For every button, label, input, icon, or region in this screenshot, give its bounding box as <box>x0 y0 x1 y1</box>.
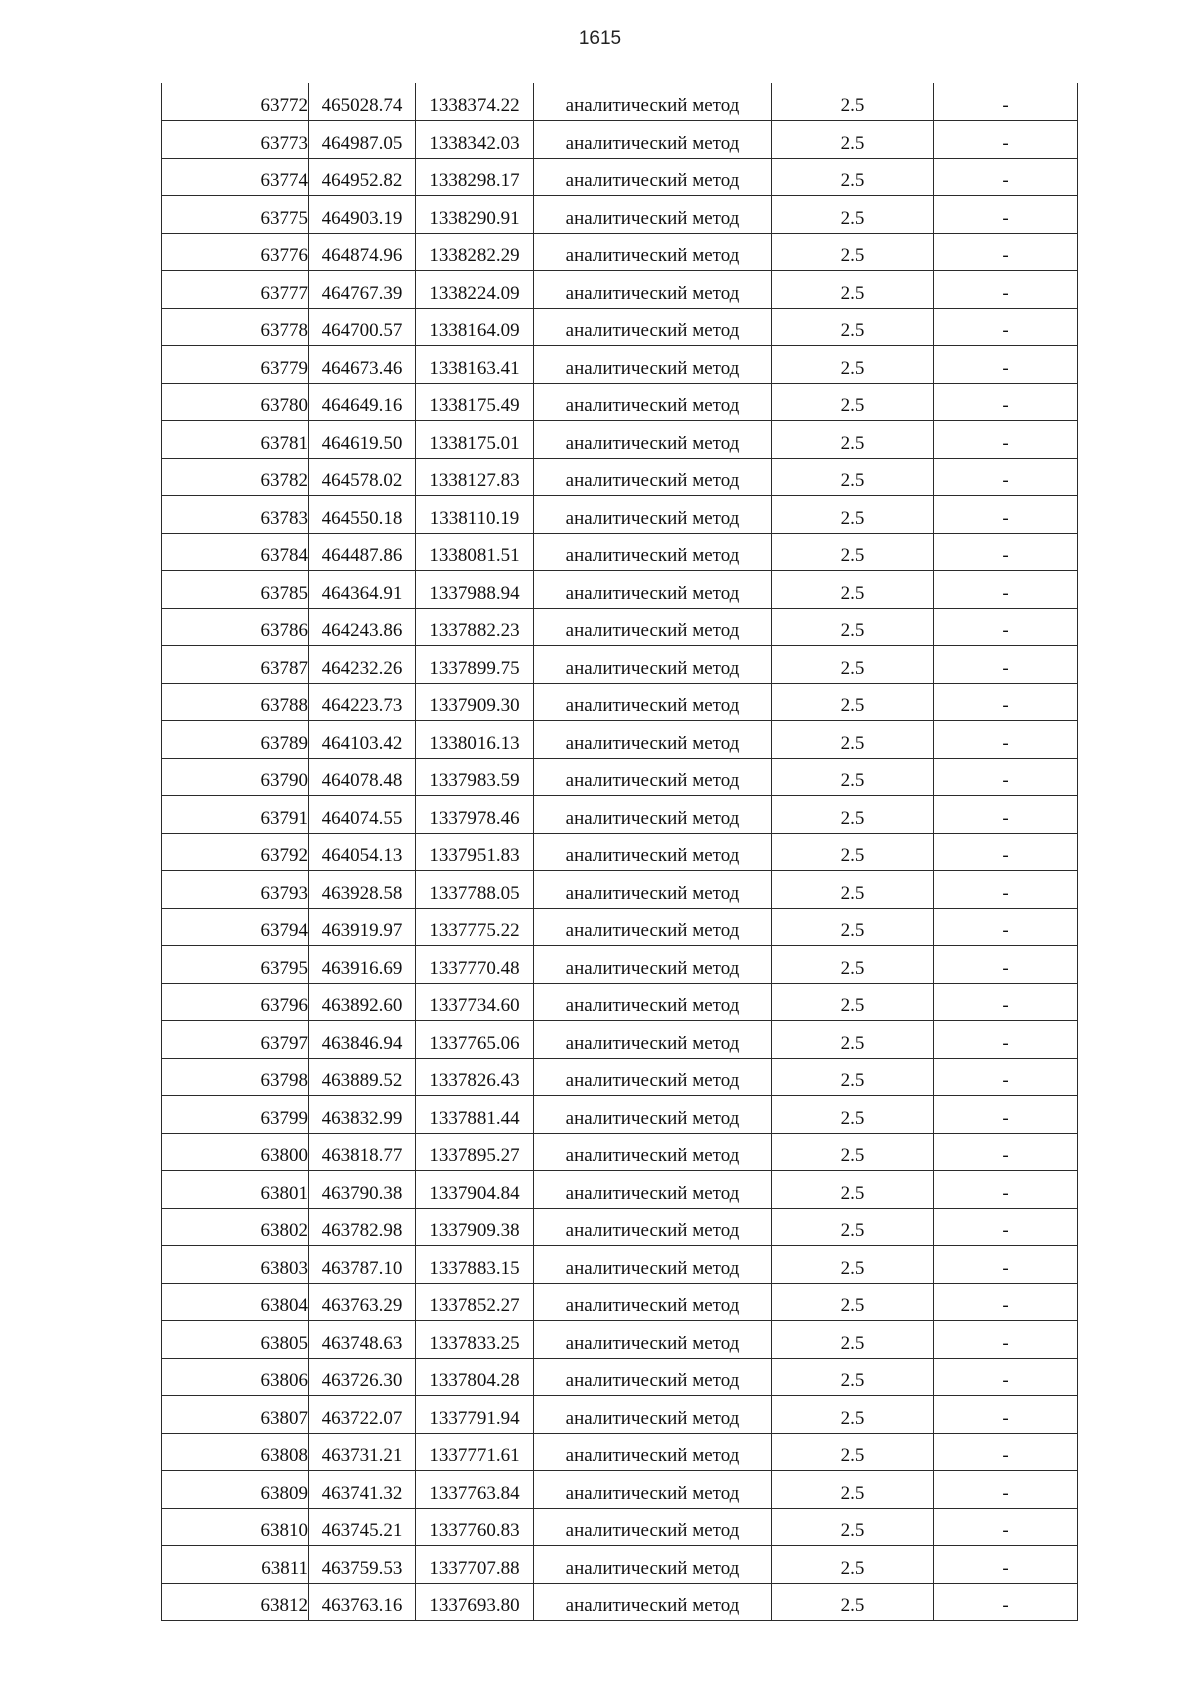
point-number-cell: 63788 <box>162 683 309 721</box>
note-cell: - <box>934 683 1078 721</box>
method-cell: аналитический метод <box>534 383 772 421</box>
note-cell: - <box>934 908 1078 946</box>
accuracy-cell: 2.5 <box>772 683 934 721</box>
point-number-cell: 63775 <box>162 196 309 234</box>
accuracy-cell: 2.5 <box>772 346 934 384</box>
method-cell: аналитический метод <box>534 1546 772 1584</box>
x-coordinate-cell: 463763.16 <box>309 1583 416 1621</box>
x-coordinate-cell: 464364.91 <box>309 571 416 609</box>
accuracy-cell: 2.5 <box>772 533 934 571</box>
y-coordinate-cell: 1337788.05 <box>416 871 534 909</box>
method-cell: аналитический метод <box>534 421 772 459</box>
point-number-cell: 63780 <box>162 383 309 421</box>
table-row <box>162 1508 1078 1546</box>
x-coordinate-cell: 464074.55 <box>309 796 416 834</box>
table-row <box>162 683 1078 721</box>
point-number-cell: 63786 <box>162 608 309 646</box>
x-coordinate-cell: 464054.13 <box>309 833 416 871</box>
method-cell: аналитический метод <box>534 721 772 759</box>
table-row <box>162 1546 1078 1584</box>
table-row <box>162 1583 1078 1621</box>
y-coordinate-cell: 1337826.43 <box>416 1058 534 1096</box>
point-number-cell: 63812 <box>162 1583 309 1621</box>
x-coordinate-cell: 465028.74 <box>309 83 416 121</box>
table-row <box>162 271 1078 309</box>
x-coordinate-cell: 464243.86 <box>309 608 416 646</box>
y-coordinate-cell: 1337763.84 <box>416 1471 534 1509</box>
table-row <box>162 1246 1078 1284</box>
method-cell: аналитический метод <box>534 271 772 309</box>
accuracy-cell: 2.5 <box>772 1433 934 1471</box>
table-row <box>162 1058 1078 1096</box>
x-coordinate-cell: 464619.50 <box>309 421 416 459</box>
point-number-cell: 63792 <box>162 833 309 871</box>
method-cell: аналитический метод <box>534 571 772 609</box>
note-cell: - <box>934 1058 1078 1096</box>
point-number-cell: 63797 <box>162 1021 309 1059</box>
y-coordinate-cell: 1338081.51 <box>416 533 534 571</box>
point-number-cell: 63804 <box>162 1283 309 1321</box>
table-row <box>162 796 1078 834</box>
note-cell: - <box>934 796 1078 834</box>
accuracy-cell: 2.5 <box>772 1583 934 1621</box>
point-number-cell: 63808 <box>162 1433 309 1471</box>
accuracy-cell: 2.5 <box>772 1171 934 1209</box>
method-cell: аналитический метод <box>534 1471 772 1509</box>
point-number-cell: 63800 <box>162 1133 309 1171</box>
accuracy-cell: 2.5 <box>772 571 934 609</box>
y-coordinate-cell: 1338163.41 <box>416 346 534 384</box>
x-coordinate-cell: 464987.05 <box>309 121 416 159</box>
method-cell: аналитический метод <box>534 946 772 984</box>
y-coordinate-cell: 1337909.30 <box>416 683 534 721</box>
table-row <box>162 608 1078 646</box>
x-coordinate-cell: 463763.29 <box>309 1283 416 1321</box>
point-number-cell: 63809 <box>162 1471 309 1509</box>
point-number-cell: 63773 <box>162 121 309 159</box>
x-coordinate-cell: 463741.32 <box>309 1471 416 1509</box>
x-coordinate-cell: 464103.42 <box>309 721 416 759</box>
note-cell: - <box>934 1471 1078 1509</box>
accuracy-cell: 2.5 <box>772 121 934 159</box>
table-body <box>162 83 1078 1621</box>
x-coordinate-cell: 464649.16 <box>309 383 416 421</box>
note-cell: - <box>934 421 1078 459</box>
note-cell: - <box>934 121 1078 159</box>
accuracy-cell: 2.5 <box>772 646 934 684</box>
point-number-cell: 63799 <box>162 1096 309 1134</box>
y-coordinate-cell: 1338290.91 <box>416 196 534 234</box>
point-number-cell: 63807 <box>162 1396 309 1434</box>
y-coordinate-cell: 1337899.75 <box>416 646 534 684</box>
note-cell: - <box>934 383 1078 421</box>
table-row <box>162 1433 1078 1471</box>
note-cell: - <box>934 646 1078 684</box>
point-number-cell: 63795 <box>162 946 309 984</box>
method-cell: аналитический метод <box>534 608 772 646</box>
x-coordinate-cell: 463790.38 <box>309 1171 416 1209</box>
x-coordinate-cell: 464578.02 <box>309 458 416 496</box>
x-coordinate-cell: 463928.58 <box>309 871 416 909</box>
table-row <box>162 233 1078 271</box>
method-cell: аналитический метод <box>534 1396 772 1434</box>
note-cell: - <box>934 721 1078 759</box>
point-number-cell: 63810 <box>162 1508 309 1546</box>
accuracy-cell: 2.5 <box>772 1283 934 1321</box>
note-cell: - <box>934 83 1078 121</box>
point-number-cell: 63777 <box>162 271 309 309</box>
note-cell: - <box>934 1508 1078 1546</box>
x-coordinate-cell: 463846.94 <box>309 1021 416 1059</box>
y-coordinate-cell: 1338016.13 <box>416 721 534 759</box>
note-cell: - <box>934 1583 1078 1621</box>
table-row <box>162 1021 1078 1059</box>
note-cell: - <box>934 1171 1078 1209</box>
accuracy-cell: 2.5 <box>772 946 934 984</box>
method-cell: аналитический метод <box>534 1171 772 1209</box>
table-row <box>162 196 1078 234</box>
method-cell: аналитический метод <box>534 646 772 684</box>
table-row <box>162 1471 1078 1509</box>
point-number-cell: 63803 <box>162 1246 309 1284</box>
note-cell: - <box>934 271 1078 309</box>
x-coordinate-cell: 464223.73 <box>309 683 416 721</box>
accuracy-cell: 2.5 <box>772 458 934 496</box>
note-cell: - <box>934 1396 1078 1434</box>
accuracy-cell: 2.5 <box>772 721 934 759</box>
table-row <box>162 833 1078 871</box>
x-coordinate-cell: 463892.60 <box>309 983 416 1021</box>
note-cell: - <box>934 1133 1078 1171</box>
y-coordinate-cell: 1337833.25 <box>416 1321 534 1359</box>
point-number-cell: 63789 <box>162 721 309 759</box>
table-row <box>162 646 1078 684</box>
table-row <box>162 496 1078 534</box>
x-coordinate-cell: 463787.10 <box>309 1246 416 1284</box>
table-row <box>162 1358 1078 1396</box>
y-coordinate-cell: 1337775.22 <box>416 908 534 946</box>
note-cell: - <box>934 346 1078 384</box>
method-cell: аналитический метод <box>534 908 772 946</box>
method-cell: аналитический метод <box>534 1246 772 1284</box>
accuracy-cell: 2.5 <box>772 758 934 796</box>
point-number-cell: 63783 <box>162 496 309 534</box>
y-coordinate-cell: 1338164.09 <box>416 308 534 346</box>
point-number-cell: 63801 <box>162 1171 309 1209</box>
y-coordinate-cell: 1338175.49 <box>416 383 534 421</box>
method-cell: аналитический метод <box>534 1208 772 1246</box>
y-coordinate-cell: 1337693.80 <box>416 1583 534 1621</box>
note-cell: - <box>934 496 1078 534</box>
x-coordinate-cell: 464078.48 <box>309 758 416 796</box>
y-coordinate-cell: 1337760.83 <box>416 1508 534 1546</box>
method-cell: аналитический метод <box>534 496 772 534</box>
table-row <box>162 83 1078 121</box>
accuracy-cell: 2.5 <box>772 1246 934 1284</box>
method-cell: аналитический метод <box>534 683 772 721</box>
y-coordinate-cell: 1338342.03 <box>416 121 534 159</box>
x-coordinate-cell: 464232.26 <box>309 646 416 684</box>
x-coordinate-cell: 464673.46 <box>309 346 416 384</box>
y-coordinate-cell: 1337852.27 <box>416 1283 534 1321</box>
method-cell: аналитический метод <box>534 871 772 909</box>
accuracy-cell: 2.5 <box>772 608 934 646</box>
table-row <box>162 121 1078 159</box>
table-row <box>162 946 1078 984</box>
method-cell: аналитический метод <box>534 1508 772 1546</box>
y-coordinate-cell: 1337988.94 <box>416 571 534 609</box>
note-cell: - <box>934 1321 1078 1359</box>
table-row <box>162 721 1078 759</box>
note-cell: - <box>934 1433 1078 1471</box>
method-cell: аналитический метод <box>534 796 772 834</box>
y-coordinate-cell: 1337734.60 <box>416 983 534 1021</box>
y-coordinate-cell: 1337883.15 <box>416 1246 534 1284</box>
y-coordinate-cell: 1338110.19 <box>416 496 534 534</box>
accuracy-cell: 2.5 <box>772 1321 934 1359</box>
x-coordinate-cell: 464550.18 <box>309 496 416 534</box>
method-cell: аналитический метод <box>534 533 772 571</box>
accuracy-cell: 2.5 <box>772 983 934 1021</box>
method-cell: аналитический метод <box>534 833 772 871</box>
x-coordinate-cell: 463782.98 <box>309 1208 416 1246</box>
method-cell: аналитический метод <box>534 121 772 159</box>
method-cell: аналитический метод <box>534 1321 772 1359</box>
accuracy-cell: 2.5 <box>772 196 934 234</box>
accuracy-cell: 2.5 <box>772 83 934 121</box>
accuracy-cell: 2.5 <box>772 871 934 909</box>
point-number-cell: 63776 <box>162 233 309 271</box>
y-coordinate-cell: 1338298.17 <box>416 158 534 196</box>
accuracy-cell: 2.5 <box>772 1096 934 1134</box>
x-coordinate-cell: 464700.57 <box>309 308 416 346</box>
y-coordinate-cell: 1337951.83 <box>416 833 534 871</box>
point-number-cell: 63772 <box>162 83 309 121</box>
y-coordinate-cell: 1337771.61 <box>416 1433 534 1471</box>
method-cell: аналитический метод <box>534 158 772 196</box>
accuracy-cell: 2.5 <box>772 1358 934 1396</box>
note-cell: - <box>934 533 1078 571</box>
note-cell: - <box>934 871 1078 909</box>
point-number-cell: 63794 <box>162 908 309 946</box>
accuracy-cell: 2.5 <box>772 908 934 946</box>
accuracy-cell: 2.5 <box>772 233 934 271</box>
method-cell: аналитический метод <box>534 233 772 271</box>
page-number: 1615 <box>578 28 622 49</box>
x-coordinate-cell: 464903.19 <box>309 196 416 234</box>
method-cell: аналитический метод <box>534 983 772 1021</box>
x-coordinate-cell: 463818.77 <box>309 1133 416 1171</box>
note-cell: - <box>934 158 1078 196</box>
method-cell: аналитический метод <box>534 458 772 496</box>
method-cell: аналитический метод <box>534 1433 772 1471</box>
accuracy-cell: 2.5 <box>772 1508 934 1546</box>
table-row <box>162 308 1078 346</box>
accuracy-cell: 2.5 <box>772 1133 934 1171</box>
y-coordinate-cell: 1338374.22 <box>416 83 534 121</box>
note-cell: - <box>934 1021 1078 1059</box>
method-cell: аналитический метод <box>534 346 772 384</box>
method-cell: аналитический метод <box>534 1133 772 1171</box>
note-cell: - <box>934 458 1078 496</box>
x-coordinate-cell: 463919.97 <box>309 908 416 946</box>
note-cell: - <box>934 608 1078 646</box>
accuracy-cell: 2.5 <box>772 496 934 534</box>
accuracy-cell: 2.5 <box>772 1546 934 1584</box>
y-coordinate-cell: 1337882.23 <box>416 608 534 646</box>
note-cell: - <box>934 946 1078 984</box>
point-number-cell: 63782 <box>162 458 309 496</box>
y-coordinate-cell: 1337983.59 <box>416 758 534 796</box>
x-coordinate-cell: 463889.52 <box>309 1058 416 1096</box>
y-coordinate-cell: 1337770.48 <box>416 946 534 984</box>
table-row <box>162 1133 1078 1171</box>
x-coordinate-cell: 463759.53 <box>309 1546 416 1584</box>
point-number-cell: 63784 <box>162 533 309 571</box>
point-number-cell: 63778 <box>162 308 309 346</box>
point-number-cell: 63791 <box>162 796 309 834</box>
table-row <box>162 458 1078 496</box>
point-number-cell: 63790 <box>162 758 309 796</box>
note-cell: - <box>934 571 1078 609</box>
x-coordinate-cell: 463726.30 <box>309 1358 416 1396</box>
coordinates-table <box>161 83 1078 1621</box>
method-cell: аналитический метод <box>534 1583 772 1621</box>
note-cell: - <box>934 833 1078 871</box>
x-coordinate-cell: 463832.99 <box>309 1096 416 1134</box>
accuracy-cell: 2.5 <box>772 271 934 309</box>
accuracy-cell: 2.5 <box>772 158 934 196</box>
note-cell: - <box>934 1246 1078 1284</box>
point-number-cell: 63779 <box>162 346 309 384</box>
point-number-cell: 63781 <box>162 421 309 459</box>
table-row <box>162 346 1078 384</box>
y-coordinate-cell: 1338282.29 <box>416 233 534 271</box>
x-coordinate-cell: 464952.82 <box>309 158 416 196</box>
x-coordinate-cell: 463916.69 <box>309 946 416 984</box>
table-row <box>162 1208 1078 1246</box>
table-row <box>162 871 1078 909</box>
table-row <box>162 158 1078 196</box>
point-number-cell: 63787 <box>162 646 309 684</box>
y-coordinate-cell: 1338175.01 <box>416 421 534 459</box>
method-cell: аналитический метод <box>534 1058 772 1096</box>
y-coordinate-cell: 1337791.94 <box>416 1396 534 1434</box>
method-cell: аналитический метод <box>534 1021 772 1059</box>
accuracy-cell: 2.5 <box>772 1471 934 1509</box>
table-row <box>162 1321 1078 1359</box>
note-cell: - <box>934 308 1078 346</box>
method-cell: аналитический метод <box>534 308 772 346</box>
table-row <box>162 758 1078 796</box>
accuracy-cell: 2.5 <box>772 1208 934 1246</box>
y-coordinate-cell: 1337881.44 <box>416 1096 534 1134</box>
accuracy-cell: 2.5 <box>772 1021 934 1059</box>
table-row <box>162 908 1078 946</box>
accuracy-cell: 2.5 <box>772 308 934 346</box>
y-coordinate-cell: 1338127.83 <box>416 458 534 496</box>
x-coordinate-cell: 463722.07 <box>309 1396 416 1434</box>
method-cell: аналитический метод <box>534 83 772 121</box>
y-coordinate-cell: 1337804.28 <box>416 1358 534 1396</box>
point-number-cell: 63805 <box>162 1321 309 1359</box>
point-number-cell: 63796 <box>162 983 309 1021</box>
x-coordinate-cell: 464487.86 <box>309 533 416 571</box>
accuracy-cell: 2.5 <box>772 833 934 871</box>
table-row <box>162 571 1078 609</box>
note-cell: - <box>934 196 1078 234</box>
y-coordinate-cell: 1337978.46 <box>416 796 534 834</box>
y-coordinate-cell: 1337765.06 <box>416 1021 534 1059</box>
method-cell: аналитический метод <box>534 1283 772 1321</box>
note-cell: - <box>934 1358 1078 1396</box>
table-row <box>162 983 1078 1021</box>
x-coordinate-cell: 463748.63 <box>309 1321 416 1359</box>
y-coordinate-cell: 1337895.27 <box>416 1133 534 1171</box>
table-row <box>162 1171 1078 1209</box>
note-cell: - <box>934 1283 1078 1321</box>
x-coordinate-cell: 464874.96 <box>309 233 416 271</box>
table-row <box>162 421 1078 459</box>
point-number-cell: 63806 <box>162 1358 309 1396</box>
note-cell: - <box>934 1096 1078 1134</box>
y-coordinate-cell: 1337707.88 <box>416 1546 534 1584</box>
method-cell: аналитический метод <box>534 196 772 234</box>
point-number-cell: 63785 <box>162 571 309 609</box>
table-row <box>162 1096 1078 1134</box>
point-number-cell: 63811 <box>162 1546 309 1584</box>
accuracy-cell: 2.5 <box>772 796 934 834</box>
note-cell: - <box>934 1208 1078 1246</box>
note-cell: - <box>934 233 1078 271</box>
point-number-cell: 63774 <box>162 158 309 196</box>
y-coordinate-cell: 1337904.84 <box>416 1171 534 1209</box>
table-row <box>162 1396 1078 1434</box>
table-row <box>162 1283 1078 1321</box>
note-cell: - <box>934 983 1078 1021</box>
accuracy-cell: 2.5 <box>772 1396 934 1434</box>
table-row <box>162 533 1078 571</box>
table-row <box>162 383 1078 421</box>
accuracy-cell: 2.5 <box>772 421 934 459</box>
y-coordinate-cell: 1337909.38 <box>416 1208 534 1246</box>
x-coordinate-cell: 463745.21 <box>309 1508 416 1546</box>
accuracy-cell: 2.5 <box>772 383 934 421</box>
y-coordinate-cell: 1338224.09 <box>416 271 534 309</box>
point-number-cell: 63793 <box>162 871 309 909</box>
point-number-cell: 63802 <box>162 1208 309 1246</box>
method-cell: аналитический метод <box>534 758 772 796</box>
method-cell: аналитический метод <box>534 1358 772 1396</box>
note-cell: - <box>934 1546 1078 1584</box>
method-cell: аналитический метод <box>534 1096 772 1134</box>
x-coordinate-cell: 463731.21 <box>309 1433 416 1471</box>
point-number-cell: 63798 <box>162 1058 309 1096</box>
x-coordinate-cell: 464767.39 <box>309 271 416 309</box>
note-cell: - <box>934 758 1078 796</box>
accuracy-cell: 2.5 <box>772 1058 934 1096</box>
